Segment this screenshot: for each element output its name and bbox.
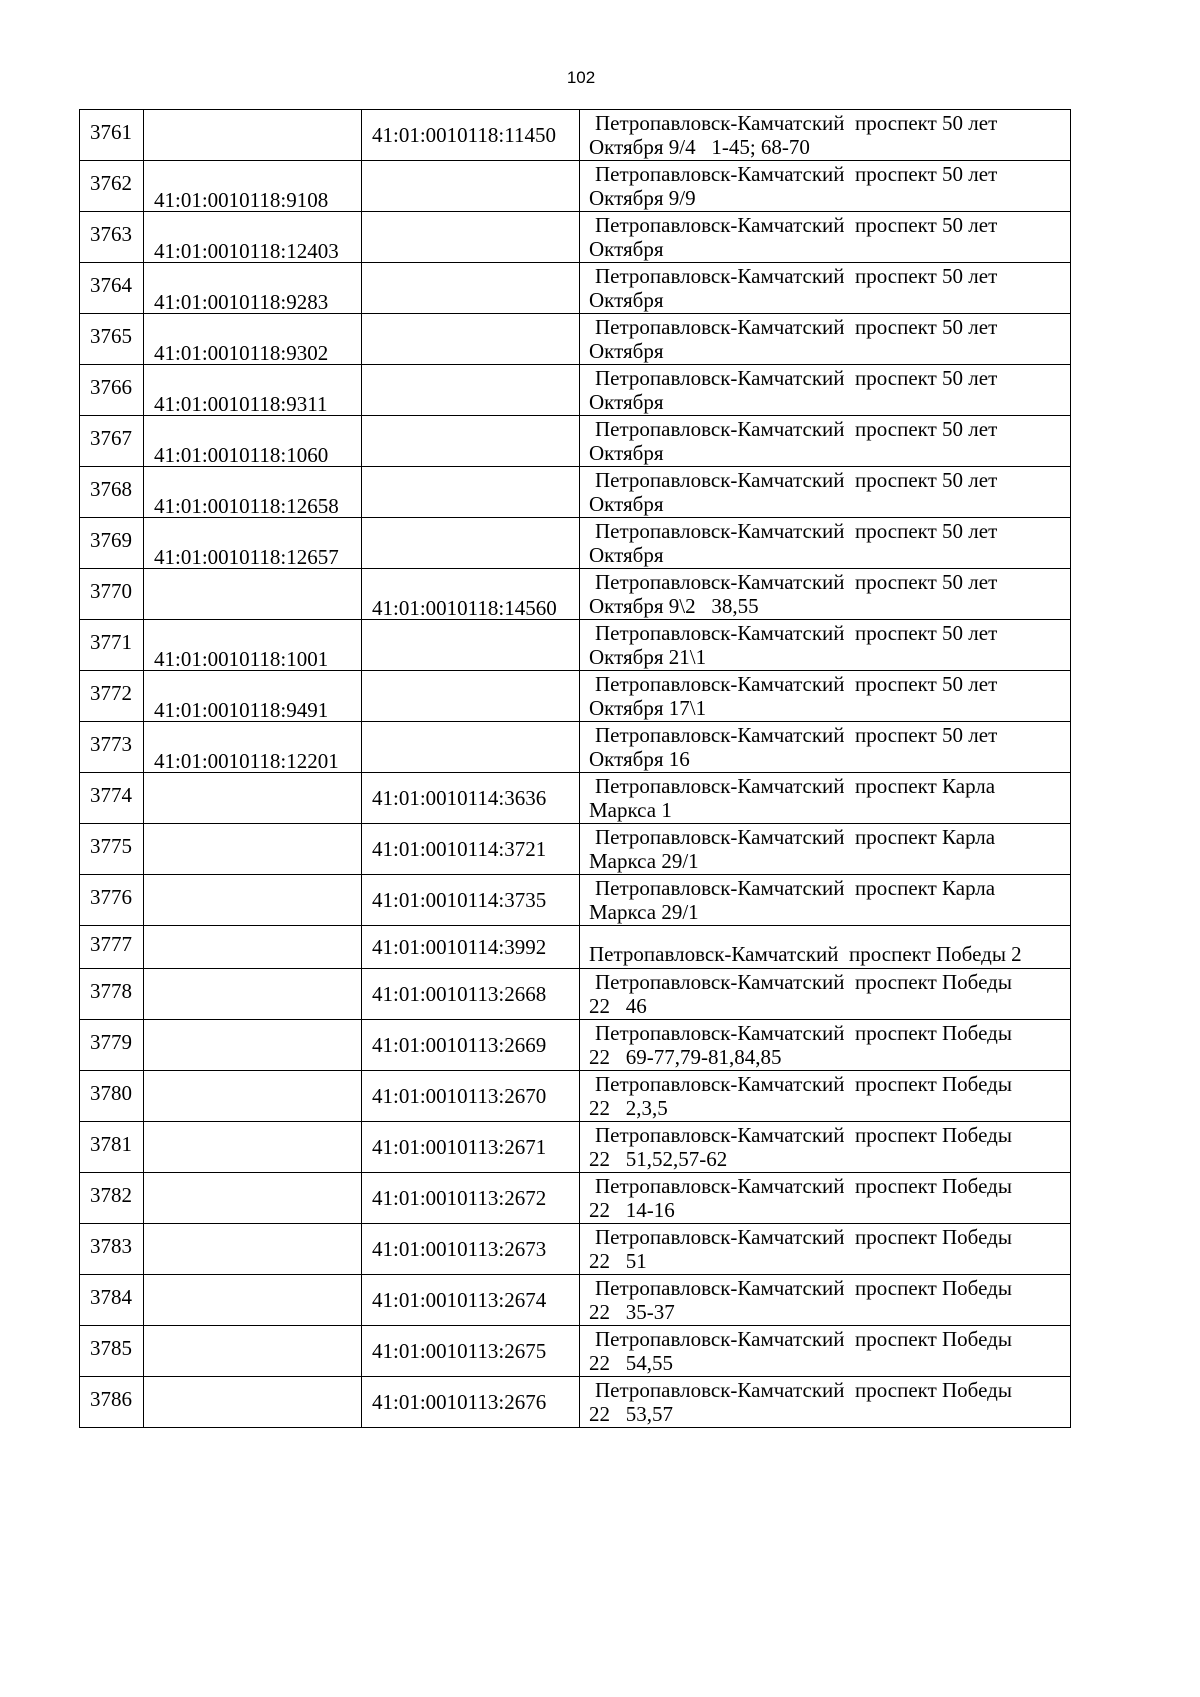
cadastral-number-building: 41:01:0010114:3636 xyxy=(372,786,547,810)
row-number-cell xyxy=(80,671,144,722)
row-number: 3775 xyxy=(90,834,132,858)
cadastral-number-building-cell xyxy=(362,722,580,773)
address-line-1: Петропавловск-Камчатский проспект Победы xyxy=(595,1123,1012,1147)
cadastral-number-land-cell xyxy=(144,722,362,773)
address-line-2: 22 46 xyxy=(589,994,647,1018)
address-line-2: 22 69-77,79-81,84,85 xyxy=(589,1045,782,1069)
row-number-cell xyxy=(80,1326,144,1377)
address-line-2: Октября xyxy=(589,492,664,516)
address-cell xyxy=(580,926,1071,969)
row-number: 3769 xyxy=(90,528,132,552)
cadastral-number-land-cell xyxy=(144,1071,362,1122)
address-cell xyxy=(580,212,1071,263)
page-number: 102 xyxy=(566,68,596,87)
table-row xyxy=(80,1326,1071,1377)
address-line-1: Петропавловск-Камчатский проспект 50 лет xyxy=(595,417,998,441)
row-number-cell xyxy=(80,1173,144,1224)
address-line-2: Октября xyxy=(589,441,664,465)
address-line-1: Петропавловск-Камчатский проспект Карла xyxy=(595,876,996,900)
cadastral-number-land-cell xyxy=(144,1173,362,1224)
cadastral-number-land-cell xyxy=(144,161,362,212)
address-line-2: Октября 17\1 xyxy=(589,696,707,720)
table-row xyxy=(80,518,1071,569)
address-cell xyxy=(580,110,1071,161)
cadastral-number-building-cell xyxy=(362,824,580,875)
cadastral-number-land-cell xyxy=(144,1377,362,1428)
row-number: 3774 xyxy=(90,783,132,807)
address-cell xyxy=(580,1275,1071,1326)
address-cell xyxy=(580,263,1071,314)
cadastral-number-building: 41:01:0010113:2669 xyxy=(372,1033,547,1057)
cadastral-number-building-cell xyxy=(362,263,580,314)
table-row xyxy=(80,314,1071,365)
address-line-2: Октября 16 xyxy=(589,747,690,771)
address-line-2: Маркса 1 xyxy=(589,798,672,822)
cadastral-number-building-cell xyxy=(362,1326,580,1377)
address-cell xyxy=(580,467,1071,518)
address-line-1: Петропавловск-Камчатский проспект 50 лет xyxy=(595,570,998,594)
address-line-2: 22 35-37 xyxy=(589,1300,675,1324)
row-number-cell xyxy=(80,467,144,518)
row-number-cell xyxy=(80,1122,144,1173)
cadastral-number-building: 41:01:0010113:2675 xyxy=(372,1339,547,1363)
address-cell xyxy=(580,1020,1071,1071)
row-number-cell xyxy=(80,620,144,671)
table-row xyxy=(80,824,1071,875)
address-line-1: Петропавловск-Камчатский проспект 50 лет xyxy=(595,366,998,390)
row-number: 3782 xyxy=(90,1183,132,1207)
table-row xyxy=(80,773,1071,824)
row-number: 3785 xyxy=(90,1336,132,1360)
table-row xyxy=(80,1377,1071,1428)
row-number-cell xyxy=(80,416,144,467)
row-number-cell xyxy=(80,875,144,926)
address-line-2: Октября xyxy=(589,237,664,261)
row-number-cell xyxy=(80,1224,144,1275)
table-row xyxy=(80,212,1071,263)
row-number: 3778 xyxy=(90,979,132,1003)
address-cell xyxy=(580,875,1071,926)
table-row xyxy=(80,467,1071,518)
cadastral-number-building-cell xyxy=(362,365,580,416)
address-line-1: Петропавловск-Камчатский проспект 50 лет xyxy=(595,723,998,747)
cadastral-number-building: 41:01:0010114:3735 xyxy=(372,888,547,912)
row-number-cell xyxy=(80,518,144,569)
row-number: 3765 xyxy=(90,324,132,348)
cadastral-number-building: 41:01:0010113:2670 xyxy=(372,1084,547,1108)
address-line-2: 22 14-16 xyxy=(589,1198,675,1222)
cadastral-number-land: 41:01:0010118:9491 xyxy=(154,698,329,722)
address-line-1: Петропавловск-Камчатский проспект Победы xyxy=(595,1225,1012,1249)
cadastral-number-building-cell xyxy=(362,875,580,926)
row-number: 3786 xyxy=(90,1387,132,1411)
cadastral-number-building: 41:01:0010113:2668 xyxy=(372,982,547,1006)
cadastral-number-land-cell xyxy=(144,773,362,824)
address-line-1: Петропавловск-Камчатский проспект Победы xyxy=(595,1021,1012,1045)
row-number: 3770 xyxy=(90,579,132,603)
cadastral-number-land-cell xyxy=(144,875,362,926)
row-number-cell xyxy=(80,365,144,416)
row-number-cell xyxy=(80,1275,144,1326)
cadastral-number-land: 41:01:0010118:12201 xyxy=(154,749,339,773)
table-row xyxy=(80,875,1071,926)
address-cell xyxy=(580,1173,1071,1224)
address-cell xyxy=(580,1377,1071,1428)
table-row xyxy=(80,1224,1071,1275)
address-cell xyxy=(580,569,1071,620)
cadastral-number-land-cell xyxy=(144,1122,362,1173)
cadastral-number-building-cell xyxy=(362,1173,580,1224)
table-row xyxy=(80,1020,1071,1071)
row-number: 3781 xyxy=(90,1132,132,1156)
cadastral-number-building-cell xyxy=(362,518,580,569)
table-row xyxy=(80,1071,1071,1122)
row-number-cell xyxy=(80,110,144,161)
address-line-1: Петропавловск-Камчатский проспект 50 лет xyxy=(595,111,998,135)
address-line-1: Петропавловск-Камчатский проспект 50 лет xyxy=(595,213,998,237)
address-line-1: Петропавловск-Камчатский проспект 50 лет xyxy=(595,315,998,339)
address-cell xyxy=(580,1224,1071,1275)
cadastral-number-land: 41:01:0010118:12403 xyxy=(154,239,339,263)
address-cell xyxy=(580,620,1071,671)
cadastral-number-land: 41:01:0010118:9302 xyxy=(154,341,329,365)
cadastral-number-building: 41:01:0010118:11450 xyxy=(372,123,556,147)
row-number: 3761 xyxy=(90,120,132,144)
cadastral-number-land-cell xyxy=(144,518,362,569)
cadastral-number-land: 41:01:0010118:9108 xyxy=(154,188,329,212)
cadastral-number-land: 41:01:0010118:1001 xyxy=(154,647,329,671)
cadastral-number-land-cell xyxy=(144,110,362,161)
registry-table-body xyxy=(80,110,1071,1428)
row-number: 3767 xyxy=(90,426,132,450)
table-row xyxy=(80,671,1071,722)
address-cell xyxy=(580,416,1071,467)
row-number-cell xyxy=(80,569,144,620)
address-line-1: Петропавловск-Камчатский проспект Победы xyxy=(595,1327,1012,1351)
cadastral-number-building-cell xyxy=(362,1377,580,1428)
row-number-cell xyxy=(80,773,144,824)
row-number: 3776 xyxy=(90,885,132,909)
cadastral-number-building-cell xyxy=(362,314,580,365)
cadastral-number-land-cell xyxy=(144,263,362,314)
row-number-cell xyxy=(80,314,144,365)
address-line-2: Октября xyxy=(589,339,664,363)
cadastral-number-land: 41:01:0010118:9283 xyxy=(154,290,329,314)
row-number: 3764 xyxy=(90,273,132,297)
cadastral-number-building-cell xyxy=(362,416,580,467)
cadastral-number-building-cell xyxy=(362,926,580,969)
address-line-2: Маркса 29/1 xyxy=(589,900,699,924)
table-row xyxy=(80,110,1071,161)
address-line-1: Петропавловск-Камчатский проспект 50 лет xyxy=(595,519,998,543)
cadastral-number-land: 41:01:0010118:12658 xyxy=(154,494,339,518)
address-cell xyxy=(580,824,1071,875)
address-cell xyxy=(580,969,1071,1020)
address-line-1: Петропавловск-Камчатский проспект 50 лет xyxy=(595,468,998,492)
cadastral-number-building-cell xyxy=(362,773,580,824)
cadastral-number-land: 41:01:0010118:12657 xyxy=(154,545,339,569)
cadastral-number-building-cell xyxy=(362,1071,580,1122)
row-number: 3777 xyxy=(90,932,132,956)
table-row xyxy=(80,1122,1071,1173)
address-line-2: Маркса 29/1 xyxy=(589,849,699,873)
address-cell xyxy=(580,365,1071,416)
address-line-1: Петропавловск-Камчатский проспект 50 лет xyxy=(595,162,998,186)
cadastral-number-building-cell xyxy=(362,467,580,518)
cadastral-number-building: 41:01:0010118:14560 xyxy=(372,596,557,620)
address-line-2: Октября 9/4 1-45; 68-70 xyxy=(589,135,810,159)
cadastral-number-land-cell xyxy=(144,1020,362,1071)
address-line-1: Петропавловск-Камчатский проспект Карла xyxy=(595,774,996,798)
cadastral-number-land-cell xyxy=(144,467,362,518)
address-cell xyxy=(580,1122,1071,1173)
cadastral-number-land-cell xyxy=(144,969,362,1020)
row-number-cell xyxy=(80,263,144,314)
address-line-2: 22 53,57 xyxy=(589,1402,673,1426)
row-number: 3783 xyxy=(90,1234,132,1258)
cadastral-number-building: 41:01:0010113:2672 xyxy=(372,1186,547,1210)
address-line-1: Петропавловск-Камчатский проспект Победы xyxy=(595,1072,1012,1096)
row-number: 3771 xyxy=(90,630,132,654)
address-line-2: Октября xyxy=(589,288,664,312)
cadastral-number-land-cell xyxy=(144,569,362,620)
table-row xyxy=(80,416,1071,467)
address-cell xyxy=(580,1071,1071,1122)
address-line-2: Петропавловск-Камчатский проспект Победы 2 xyxy=(589,942,1022,966)
address-line-2: Октября 21\1 xyxy=(589,645,707,669)
cadastral-number-building-cell xyxy=(362,569,580,620)
cadastral-number-building-cell xyxy=(362,1275,580,1326)
table-row xyxy=(80,263,1071,314)
cadastral-number-land-cell xyxy=(144,212,362,263)
cadastral-number-building-cell xyxy=(362,212,580,263)
row-number: 3773 xyxy=(90,732,132,756)
address-cell xyxy=(580,161,1071,212)
address-line-2: 22 2,3,5 xyxy=(589,1096,668,1120)
cadastral-number-building: 41:01:0010113:2676 xyxy=(372,1390,547,1414)
cadastral-number-land-cell xyxy=(144,1326,362,1377)
address-cell xyxy=(580,1326,1071,1377)
table-row xyxy=(80,365,1071,416)
cadastral-number-land-cell xyxy=(144,416,362,467)
cadastral-number-land-cell xyxy=(144,620,362,671)
row-number-cell xyxy=(80,1377,144,1428)
address-cell xyxy=(580,314,1071,365)
registry-table xyxy=(79,109,1071,1428)
address-line-2: 22 51 xyxy=(589,1249,647,1273)
cadastral-number-building: 41:01:0010113:2674 xyxy=(372,1288,547,1312)
row-number-cell xyxy=(80,926,144,969)
cadastral-number-land-cell xyxy=(144,365,362,416)
table-row xyxy=(80,1173,1071,1224)
row-number: 3762 xyxy=(90,171,132,195)
cadastral-number-building-cell xyxy=(362,620,580,671)
address-line-1: Петропавловск-Камчатский проспект 50 лет xyxy=(595,264,998,288)
address-line-1: Петропавловск-Камчатский проспект 50 лет xyxy=(595,672,998,696)
table-row xyxy=(80,1275,1071,1326)
address-line-1: Петропавловск-Камчатский проспект Победы xyxy=(595,1276,1012,1300)
row-number-cell xyxy=(80,722,144,773)
address-cell xyxy=(580,722,1071,773)
address-line-2: 22 54,55 xyxy=(589,1351,673,1375)
address-cell xyxy=(580,671,1071,722)
table-row xyxy=(80,161,1071,212)
cadastral-number-building: 41:01:0010113:2671 xyxy=(372,1135,547,1159)
cadastral-number-building-cell xyxy=(362,671,580,722)
cadastral-number-building-cell xyxy=(362,1224,580,1275)
table-row xyxy=(80,620,1071,671)
cadastral-number-building-cell xyxy=(362,969,580,1020)
address-line-1: Петропавловск-Камчатский проспект Победы xyxy=(595,1378,1012,1402)
row-number-cell xyxy=(80,212,144,263)
row-number: 3779 xyxy=(90,1030,132,1054)
address-line-2: 22 51,52,57-62 xyxy=(589,1147,728,1171)
address-line-1: Петропавловск-Камчатский проспект 50 лет xyxy=(595,621,998,645)
address-line-1: Петропавловск-Камчатский проспект Победы xyxy=(595,970,1012,994)
cadastral-number-building-cell xyxy=(362,1122,580,1173)
cadastral-number-land-cell xyxy=(144,314,362,365)
row-number: 3766 xyxy=(90,375,132,399)
row-number: 3763 xyxy=(90,222,132,246)
row-number: 3768 xyxy=(90,477,132,501)
cadastral-number-land-cell xyxy=(144,671,362,722)
address-line-2: Октября 9\2 38,55 xyxy=(589,594,759,618)
row-number: 3784 xyxy=(90,1285,132,1309)
cadastral-number-building: 41:01:0010113:2673 xyxy=(372,1237,547,1261)
row-number-cell xyxy=(80,824,144,875)
cadastral-number-building-cell xyxy=(362,110,580,161)
row-number-cell xyxy=(80,1020,144,1071)
address-cell xyxy=(580,773,1071,824)
address-line-1: Петропавловск-Камчатский проспект Победы xyxy=(595,1174,1012,1198)
cadastral-number-land: 41:01:0010118:1060 xyxy=(154,443,329,467)
address-line-1: Петропавловск-Камчатский проспект Карла xyxy=(595,825,996,849)
cadastral-number-building-cell xyxy=(362,161,580,212)
row-number-cell xyxy=(80,969,144,1020)
row-number-cell xyxy=(80,161,144,212)
cadastral-number-building: 41:01:0010114:3721 xyxy=(372,837,547,861)
row-number: 3772 xyxy=(90,681,132,705)
address-line-2: Октября 9/9 xyxy=(589,186,696,210)
cadastral-number-land-cell xyxy=(144,824,362,875)
address-line-2: Октября xyxy=(589,543,664,567)
row-number: 3780 xyxy=(90,1081,132,1105)
cadastral-number-land-cell xyxy=(144,1224,362,1275)
table-row xyxy=(80,722,1071,773)
row-number-cell xyxy=(80,1071,144,1122)
cadastral-number-land-cell xyxy=(144,926,362,969)
cadastral-number-land-cell xyxy=(144,1275,362,1326)
table-row xyxy=(80,926,1071,969)
table-row xyxy=(80,969,1071,1020)
address-line-2: Октября xyxy=(589,390,664,414)
cadastral-number-land: 41:01:0010118:9311 xyxy=(154,392,328,416)
table-row xyxy=(80,569,1071,620)
cadastral-number-building-cell xyxy=(362,1020,580,1071)
address-cell xyxy=(580,518,1071,569)
cadastral-number-building: 41:01:0010114:3992 xyxy=(372,935,547,959)
